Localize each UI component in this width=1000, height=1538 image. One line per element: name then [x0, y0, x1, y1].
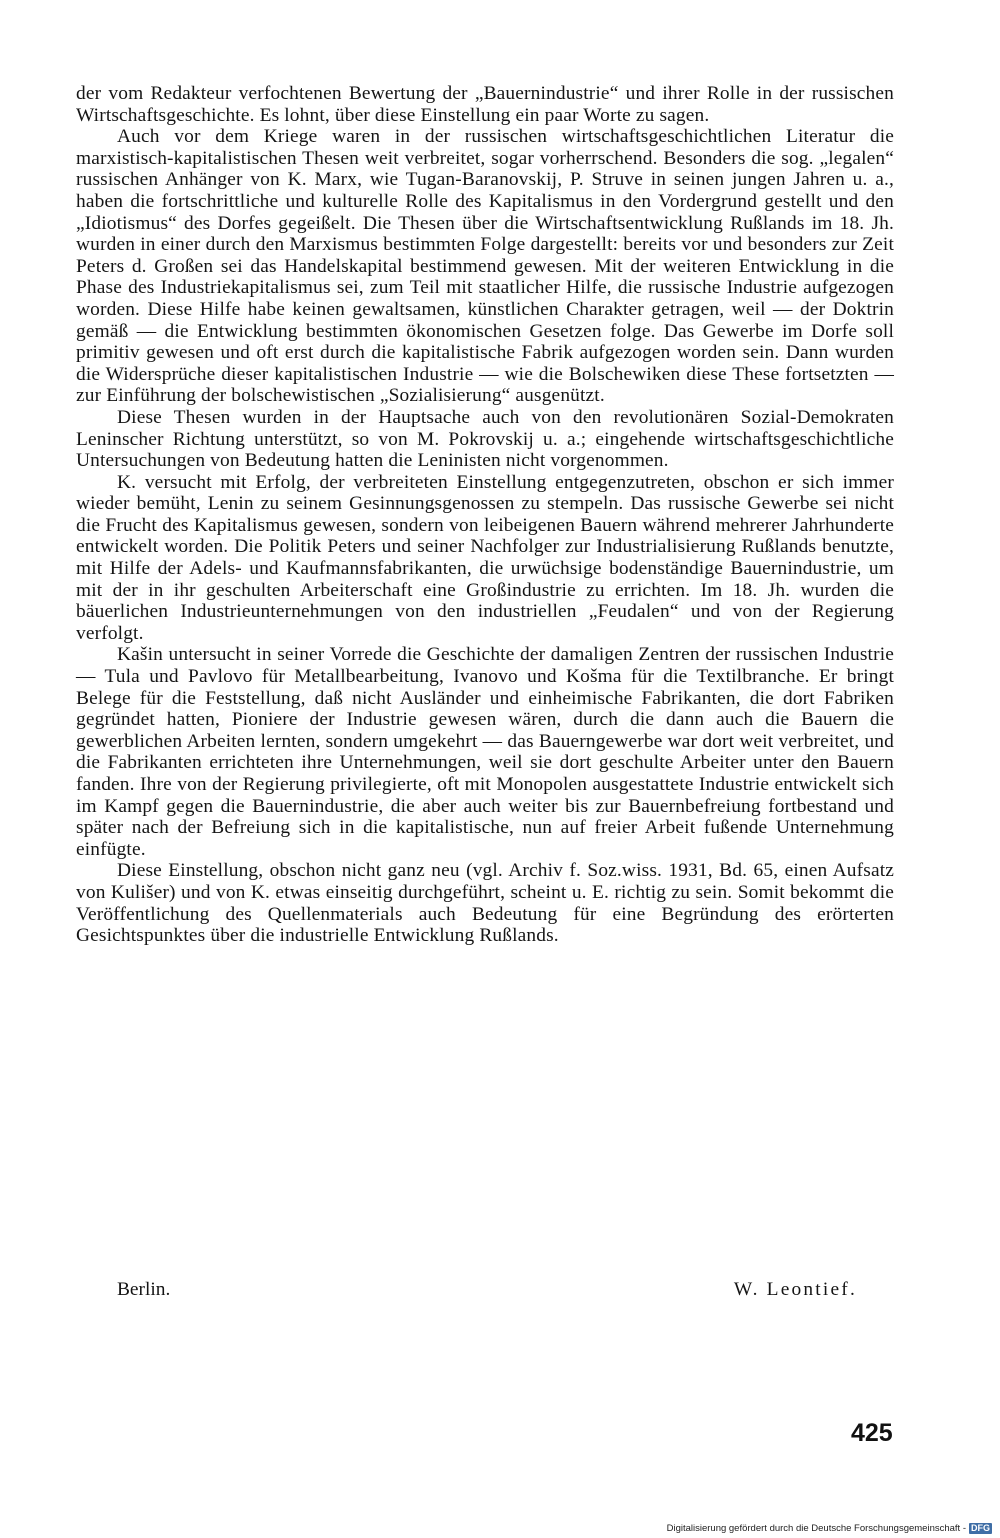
paragraph-continuation: der vom Redakteur verfochtenen Bewertung der „Bauernindustrie“ und ihrer Rolle in der russischen Wirtschaftsgeschichte. Es lohnt, über diese Einstellung ein paar Worte zu sagen.	[76, 83, 894, 126]
paragraph: Auch vor dem Kriege waren in der russischen wirtschaftsgeschichtlichen Literatur die marxistisch-kapitalistischen Thesen weit verbreitet, sogar vorherrschend. Besonders die sog. „legalen“ russischen Anhänger von K. Marx, wie Tugan-Baranovskij, P. Struve in seinen jungen Jahren u. a., haben die fortschrittliche und kulturelle Rolle des Kapitalismus in den Vordergrund gestellt und den „Idiotismus“ des Dorfes gegeißelt. Die Thesen über die Wirtschaftsentwicklung Rußlands im 18. Jh. wurden in einer durch den Marxismus bestimmten Folge dargestellt: bereits vor und besonders zur Zeit Peters d. Großen sei das Handelskapital bestimmend gewesen. Mit der weiteren Entwicklung in die Phase des Industriekapitalismus sei, zum Teil mit staatlicher Hilfe, die russische Industrie aufgezogen worden. Diese Hilfe habe keinen gewaltsamen, künstlichen Charakter getragen, weil — der Doktrin gemäß — die Entwicklung bestimmten ökonomischen Gesetzen folge. Das Gewerbe im Dorfe soll primitiv gewesen und oft erst durch die kapitalistische Fabrik aufgezogen worden sein. Dann wurden die Widersprüche dieser kapitalistischen Industrie — wie die Bolschewiken diese These fortsetzten — zur Einführung der bolschewistischen „Sozialisierung“ ausgenützt.	[76, 126, 894, 407]
paragraph: Diese Einstellung, obschon nicht ganz neu (vgl. Archiv f. Soz.wiss. 1931, Bd. 65, einen Aufsatz von Kulišer) und von K. etwas einseitig durchgeführt, scheint u. E. richtig zu sein. Somit bekommt die Veröffentlichung des Quellenmaterials auch Bedeutung für eine Begründung des erörterten Gesichtspunktes über die industrielle Entwicklung Rußlands.	[76, 860, 894, 947]
paragraph: Diese Thesen wurden in der Hauptsache auch von den revolutionären Sozial-Demokraten Leninscher Richtung unterstützt, so von M. Pokrovskij u. a.; eingehende wirtschaftsgeschichtliche Untersuchungen von Bedeutung hatten die Leninisten nicht vorgenommen.	[76, 406, 894, 472]
digitization-credit	[667, 1521, 992, 1535]
signoff-author: W. Leontief.	[733, 1279, 857, 1300]
dfg-logo-icon: DFG	[971, 1522, 990, 1533]
signoff-place: Berlin.	[117, 1279, 171, 1300]
paragraph: Kašin untersucht in seiner Vorrede die Geschichte der damaligen Zentren der russischen Industrie — Tula und Pavlovo für Metallbearbeitung, Ivanovo und Košma für die Textilbranche. Er bringt Belege für die Feststellung, daß nicht Ausländer und einheimische Fabrikanten, die dort Fabriken gegründet hatten, Pioniere der Industrie gewesen wären, durch die dann auch die Bauern die gewerblichen Arbeiten lernten, sondern umgekehrt — das Bauerngewerbe war dort weit verbreitet, und die Fabrikanten errichteten ihre Unternehmungen, weil sie dort geschulte Arbeiter unter den Bauern fanden. Ihre von der Regierung privilegierte, oft mit Monopolen ausgestattete Industrie entwickelt sich im Kampf gegen die Bauernindustrie, die aber auch weiter bis zur Bauernbefreiung fortbestand und später nach der Befreiung sich in die kapitalistische, nun auf freier Arbeit fußende Unternehmung einfügte.	[76, 644, 894, 860]
digitization-credit-text: Digitalisierung gefördert durch die Deutsche Forschungsgemeinschaft -	[666, 1522, 966, 1534]
page-number: 425	[851, 1419, 893, 1447]
body-text	[76, 83, 894, 947]
paragraph: K. versucht mit Erfolg, der verbreiteten Einstellung entgegenzutreten, obschon er sich immer wieder bemüht, Lenin zu seinem Gesinnungsgenossen zu stempeln. Das russische Gewerbe sei nicht die Frucht des Kapitalismus gewesen, sondern von leibeigenen Bauern während mehrerer Jahrhunderte entwickelt worden. Die Politik Peters und seiner Nachfolger zur Industrialisierung Rußlands benutzte, mit Hilfe der Adels- und Kaufmannsfabrikanten, die urwüchsige bodenständige Bauernindustrie, um mit der in ihr geschulten Arbeiterschaft eine Großindustrie zu errichten. Im 18. Jh. wurden die bäuerlichen Industrieunternehmungen von den industriellen „Feudalen“ und von der Regierung verfolgt.	[76, 471, 894, 644]
signoff	[117, 1278, 857, 1302]
